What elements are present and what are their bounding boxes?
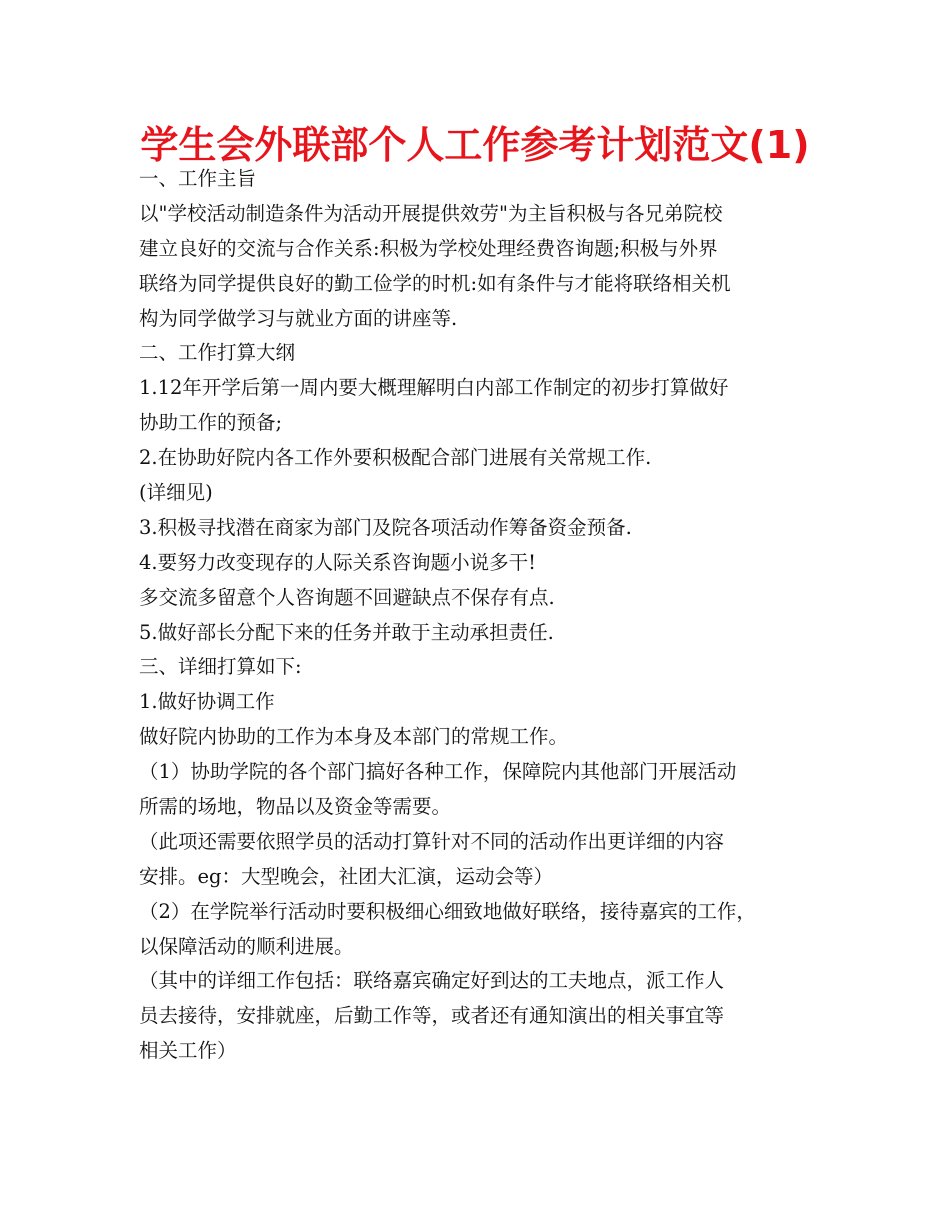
paragraph-line: 4.要努力改变现存的人际关系咨询题小说多干! bbox=[139, 550, 536, 574]
paragraph-line: 构为同学做学习与就业方面的讲座等. bbox=[139, 306, 458, 330]
paragraph-line: 3.积极寻找潜在商家为部门及院各项活动作筹备资金预备. bbox=[139, 515, 632, 539]
paragraph-line: 员去接待，安排就座，后勤工作等，或者还有通知演出的相关事宜等 bbox=[139, 1004, 725, 1028]
paragraph-line: 协助工作的预备; bbox=[139, 411, 283, 435]
paragraph-line: 相关工作） bbox=[139, 1039, 237, 1063]
paragraph-line: 2.在协助好院内各工作外要积极配合部门进展有关常规工作. bbox=[139, 446, 652, 470]
paragraph-line: 5.做好部长分配下来的任务并敢于主动承担责任. bbox=[139, 620, 554, 644]
paragraph-line: 做好院内协助的工作为本身及本部门的常规工作。 bbox=[139, 725, 569, 749]
paragraph-line: （2）在学院举行活动时要积极细心细致地做好联络，接待嘉宾的工作， bbox=[139, 899, 756, 923]
section-heading: 二、工作打算大纲 bbox=[139, 341, 296, 365]
paragraph-line: 联络为同学提供良好的勤工俭学的时机:如有条件与才能将联络相关机 bbox=[139, 271, 731, 295]
paragraph-line: 以保障活动的顺利进展。 bbox=[139, 934, 354, 958]
paragraph-line: （1）协助学院的各个部门搞好各种工作，保障院内其他部门开展活动 bbox=[139, 760, 737, 784]
paragraph-line: 安排。eg：大型晚会，社团大汇演，运动会等） bbox=[139, 864, 554, 888]
section-heading: 一、工作主旨 bbox=[139, 167, 257, 190]
section-heading: 三、详细打算如下: bbox=[139, 655, 302, 679]
paragraph-line: 所需的场地，物品以及资金等需要。 bbox=[139, 795, 452, 819]
paragraph-line: 1.做好协调工作 bbox=[139, 690, 275, 714]
paragraph-line: 1.12年开学后第一周内要大概理解明白内部工作制定的初步打算做好 bbox=[139, 376, 729, 400]
paragraph-line: （此项还需要依照学员的活动打算针对不同的活动作出更详细的内容 bbox=[139, 829, 725, 853]
paragraph-line: 多交流多留意个人咨询题不回避缺点不保存有点. bbox=[139, 585, 555, 609]
document-title: 学生会外联部个人工作参考计划范文(1) bbox=[140, 123, 810, 167]
document-body bbox=[139, 162, 829, 1069]
paragraph-line: 以"学校活动制造条件为活动开展提供效劳"为主旨积极与各兄弟院校 bbox=[139, 201, 723, 225]
paragraph-line: (详细见) bbox=[139, 481, 213, 505]
paragraph-line: 建立良好的交流与合作关系:积极为学校处理经费咨询题;积极与外界 bbox=[139, 236, 718, 260]
paragraph-line: （其中的详细工作包括：联络嘉宾确定好到达的工夫地点，派工作人 bbox=[139, 969, 725, 993]
